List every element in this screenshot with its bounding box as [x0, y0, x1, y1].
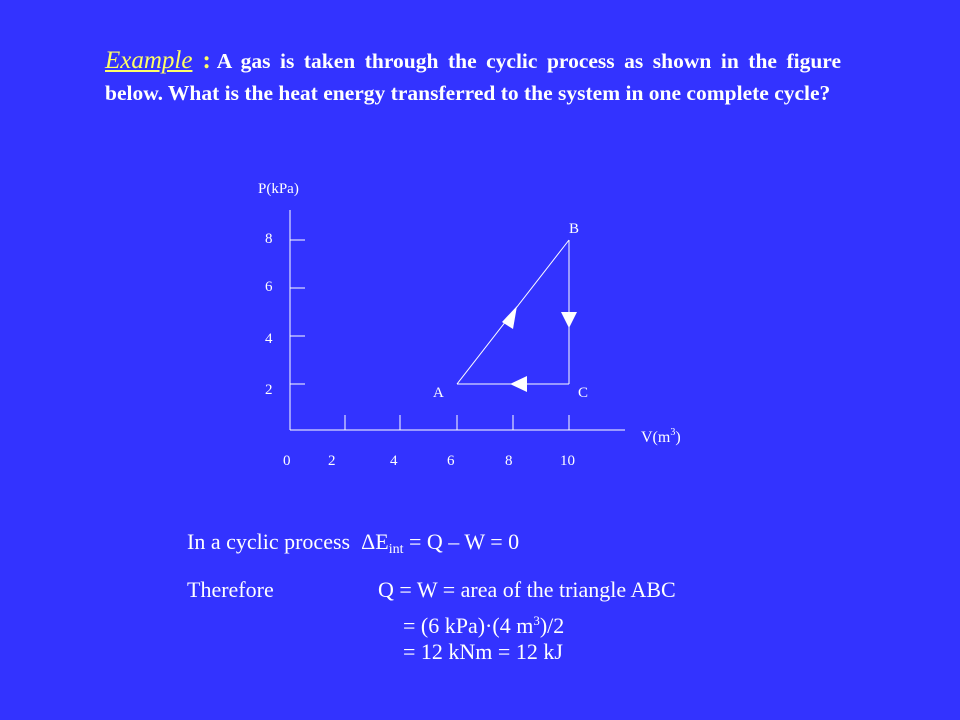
y-tick-label-6: 6: [265, 279, 273, 295]
solution-line-4: = 12 kNm = 12 kJ: [403, 639, 563, 664]
y-tick-label-8: 8: [265, 231, 273, 247]
solution-therefore: Therefore: [187, 577, 274, 602]
solution-line-3-b: )/2: [539, 613, 565, 638]
solution-line-1-prefix: In a cyclic process: [187, 529, 351, 554]
x-tick-label-10: 10: [560, 453, 575, 469]
energy-subscript: int: [388, 542, 404, 557]
solution-line-1-suffix: = Q – W = 0: [403, 529, 520, 554]
x-tick-label-6: 6: [447, 453, 455, 469]
energy-symbol: E: [375, 529, 389, 554]
solution-line-3-a: = (6 kPa)·(4 m: [403, 613, 534, 638]
example-separator: :: [202, 47, 211, 74]
y-tick-label-2: 2: [265, 382, 273, 398]
solution-line-3-sup: 3: [533, 613, 540, 628]
x-axis-label: $V(m^3)$: [641, 427, 681, 446]
point-a-label: A: [433, 385, 444, 401]
x-tick-label-8: 8: [505, 453, 513, 469]
problem-text: A gas is taken through the cyclic process as shown in the figure below. What is the heat energy transferred to the system in one complete cycle?: [105, 49, 841, 105]
solution-line-3: [403, 608, 564, 639]
y-axis-label: P(kPa): [258, 181, 299, 197]
point-b-label: B: [569, 221, 580, 237]
solution-line-1: [187, 529, 519, 563]
arrow-b-to-c-icon: [561, 312, 577, 328]
example-label: Example: [105, 47, 193, 74]
x-tick-label-2: 2: [328, 453, 336, 469]
delta-symbol: Δ: [361, 529, 376, 554]
x-tick-label-4: 4: [390, 453, 398, 469]
point-c-label: C: [578, 385, 589, 401]
solution-line-2: Q = W = area of the triangle ABC: [378, 577, 676, 602]
x-tick-label-0: 0: [283, 453, 291, 469]
arrow-a-to-b-icon: [502, 306, 517, 329]
arrow-c-to-a-icon: [510, 376, 527, 392]
y-tick-label-4: 4: [265, 331, 273, 347]
